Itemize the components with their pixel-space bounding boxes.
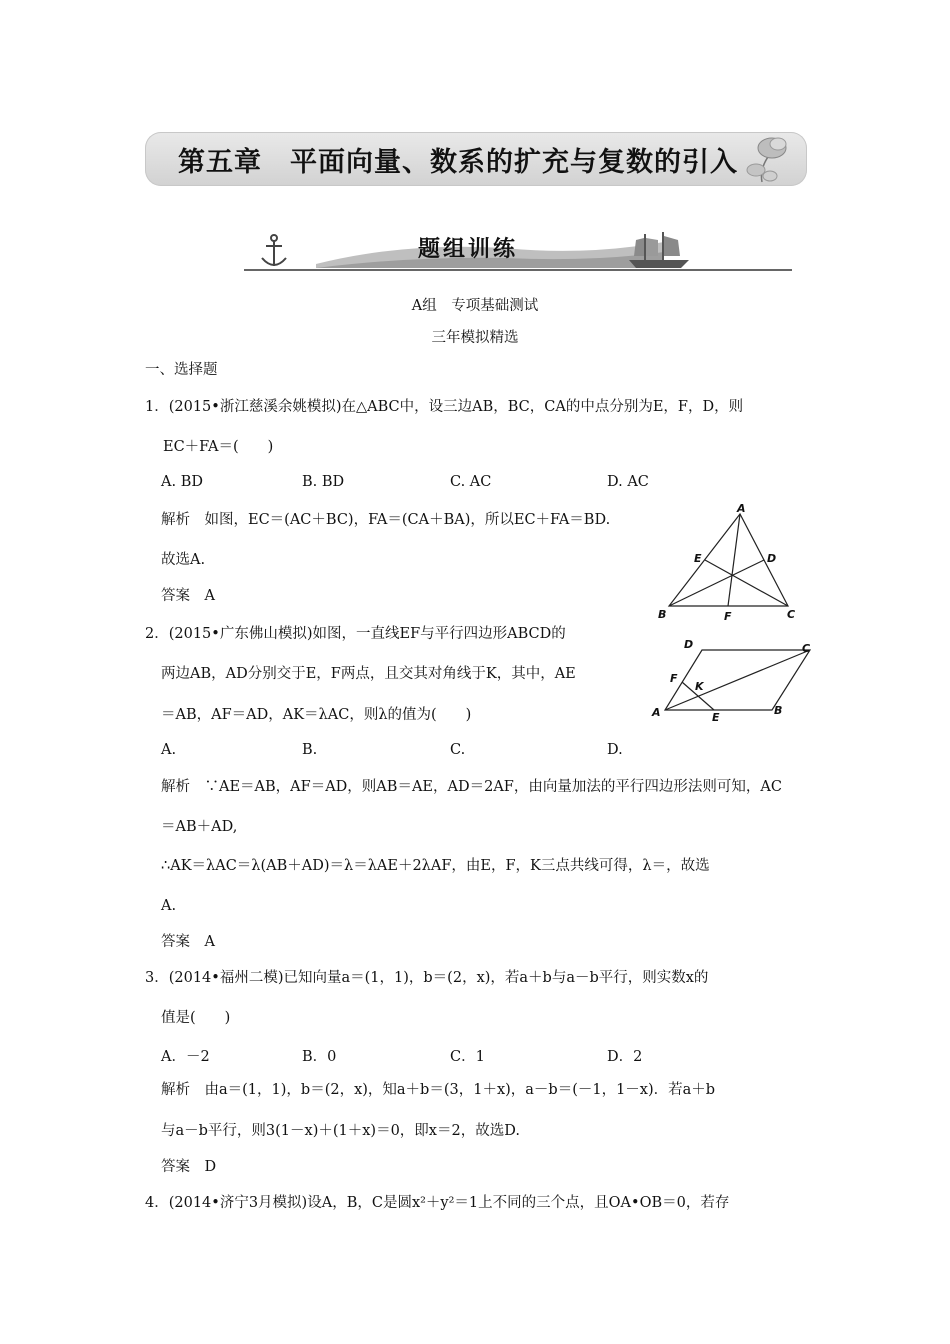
label-f: F <box>670 672 678 685</box>
label-a: A <box>737 502 746 515</box>
q2-option-d: D. <box>607 742 623 758</box>
q3-answer: 答案 D <box>161 1159 217 1175</box>
q2-option-a: A. <box>161 742 177 758</box>
label-f: F <box>724 610 732 623</box>
q4-stem-line1: 4．(2014•济宁3月模拟)设A，B，C是圆x²＋y²＝1上不同的三个点，且OA•OB＝0，若存 <box>145 1195 730 1211</box>
q1-option-a: A. BD <box>161 474 203 490</box>
q2-stem-line2: 两边AB，AD分别交于E，F两点，且交其对角线于K，其中，AE <box>161 666 576 682</box>
label-b: B <box>658 608 667 621</box>
q2-option-b: B. <box>302 742 318 758</box>
q2-parallelogram-figure <box>650 636 820 726</box>
q3-option-b: B．0 <box>302 1049 337 1065</box>
q2-analysis-line2: ＝AB＋AD, <box>161 819 238 835</box>
q2-analysis-line3: ∴AK＝λAC＝λ(AB＋AD)＝λ＝λAE＋2λAF，由E，F，K三点共线可得，λ＝，故选 <box>161 858 710 874</box>
q2-option-c: C. <box>450 742 466 758</box>
q2-analysis-line1: 解析 ∵AE＝AB，AF＝AD，则AB＝AE，AD＝2AF，由向量加法的平行四边形法则可知，AC <box>161 779 782 795</box>
chapter-title: 第五章 平面向量、数系的扩充与复数的引入 <box>178 147 738 178</box>
q1-analysis: 解析 如图，EC＝(AC＋BC)，FA＝(CA＋BA)，所以EC＋FA＝BD. <box>161 512 611 528</box>
q1-stem-line1: 1．(2015•浙江慈溪余姚模拟)在△ABC中，设三边AB，BC，CA的中点分别为E，F，D，则 <box>145 399 744 415</box>
q3-analysis-line1: 解析 由a＝(1，1)，b＝(2，x)，知a＋b＝(3，1＋x)，a－b＝(－1，1－x)．若a＋b <box>161 1082 716 1098</box>
diagonal-ac <box>665 650 810 710</box>
q1-answer: 答案 A <box>161 588 215 604</box>
q3-option-c: C．1 <box>450 1049 485 1065</box>
q3-analysis-line2: 与a－b平行，则3(1－x)＋(1＋x)＝0，即x＝2，故选D. <box>161 1123 520 1139</box>
flower-decoration-icon <box>742 132 792 186</box>
q2-answer: 答案 A <box>161 934 215 950</box>
q2-stem-line1: 2．(2015•广东佛山模拟)如图，一直线EF与平行四边形ABCD的 <box>145 626 566 642</box>
q1-option-c: C. AC <box>450 474 492 490</box>
q2-analysis-line4: A. <box>161 898 177 914</box>
q1-analysis-end: 故选A. <box>161 552 206 568</box>
section-label: 题组训练 <box>418 237 519 262</box>
label-e: E <box>712 711 720 724</box>
label-a: A <box>652 706 661 719</box>
part-heading: 一、选择题 <box>145 362 218 378</box>
label-c: C <box>802 642 811 655</box>
q1-option-b: B. BD <box>302 474 345 490</box>
q3-option-a: A．－2 <box>161 1049 210 1065</box>
q3-stem-line1: 3．(2014•福州二模)已知向量a＝(1，1)，b＝(2，x)，若a＋b与a－b平行，则实数x的 <box>145 970 709 986</box>
q2-stem-line3: ＝AB，AF＝AD，AK＝λAC，则λ的值为( ) <box>161 707 472 723</box>
label-c: C <box>787 608 796 621</box>
q3-option-d: D．2 <box>607 1049 643 1065</box>
q3-stem-line2: 值是( ) <box>161 1010 231 1026</box>
q1-triangle-figure <box>655 502 815 624</box>
label-d: D <box>684 638 694 651</box>
label-b: B <box>774 704 783 717</box>
group-title: A组 专项基础测试 <box>411 298 539 314</box>
label-d: D <box>767 552 777 565</box>
label-e: E <box>694 552 702 565</box>
q1-option-d: D. AC <box>607 474 649 490</box>
anchor-icon <box>262 235 286 266</box>
label-k: K <box>695 680 704 693</box>
subtitle: 三年模拟精选 <box>431 330 519 346</box>
q1-stem-line2: EC＋FA＝( ) <box>163 439 274 455</box>
